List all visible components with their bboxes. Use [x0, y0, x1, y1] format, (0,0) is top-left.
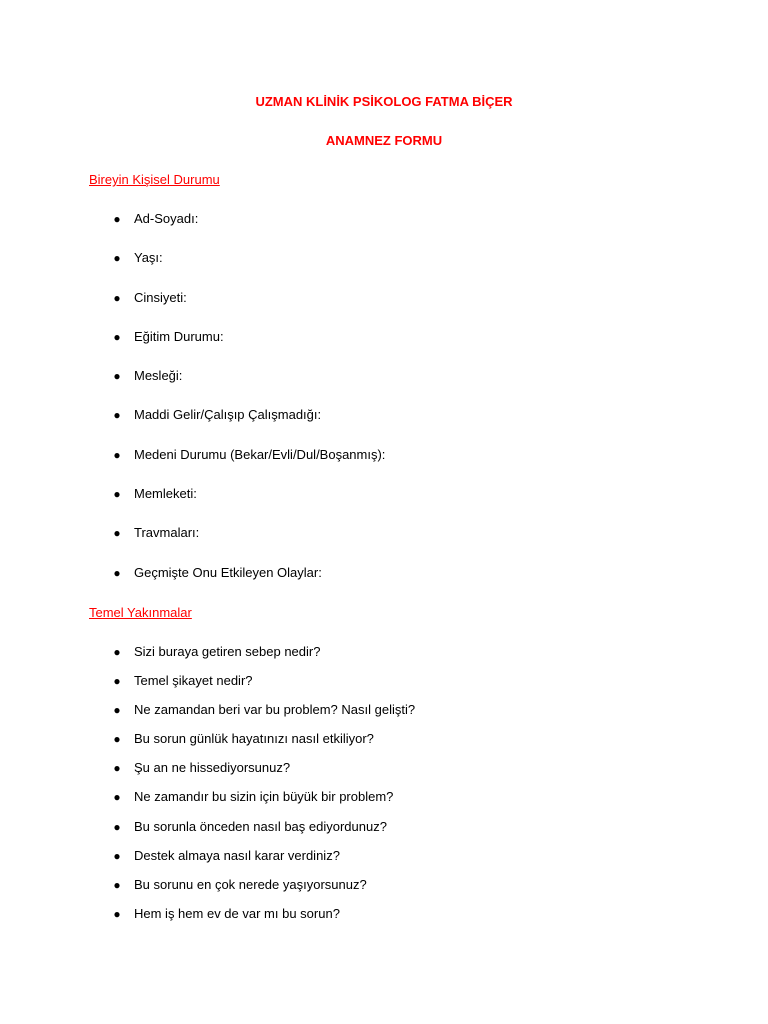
list-item-label: Şu an ne hissediyorsunuz?	[134, 760, 291, 776]
bullet-dot-icon: ●	[113, 877, 121, 892]
list-item-label: Bu sorunu en çok nerede yaşıyorsunuz?	[134, 876, 367, 892]
list-item-label: Memleketi:	[134, 486, 197, 502]
section-heading-personal: Bireyin Kişisel Durumu	[89, 172, 220, 187]
bullet-dot-icon: ●	[113, 408, 121, 423]
list-item-label: Ad-Soyadı:	[134, 211, 199, 226]
list-item	[0, 848, 415, 877]
bullet-dot-icon: ●	[113, 819, 121, 834]
list-item	[0, 290, 385, 329]
bullet-dot-icon: ●	[113, 329, 121, 344]
bullet-dot-icon: ●	[113, 212, 121, 226]
list-item-label: Travmaları:	[134, 525, 200, 541]
bullet-dot-icon: ●	[113, 906, 121, 921]
list-item	[0, 731, 415, 760]
list-item	[0, 486, 385, 525]
bullet-dot-icon: ●	[113, 761, 121, 776]
list-item-label: Medeni Durumu (Bekar/Evli/Dul/Boşanmış):	[134, 446, 386, 462]
list-item-label: Destek almaya nasıl karar verdiniz?	[134, 847, 340, 863]
list-item	[0, 368, 385, 407]
bullet-dot-icon: ●	[113, 447, 121, 462]
list-item	[0, 702, 415, 731]
list-item	[0, 819, 415, 848]
list-item-label: Hem iş hem ev de var mı bu sorun?	[134, 905, 340, 921]
list-item-label: Ne zamandır bu sizin için büyük bir problem?	[134, 789, 394, 805]
list-item-label: Maddi Gelir/Çalışıp Çalışmadığı:	[134, 407, 322, 423]
bullet-dot-icon: ●	[113, 848, 121, 863]
list-item-label: Mesleği:	[134, 368, 183, 384]
section-heading-complaints: Temel Yakınmalar	[89, 605, 192, 620]
list-item-label: Sizi buraya getiren sebep nedir?	[134, 644, 321, 659]
bullet-dot-icon: ●	[113, 487, 121, 502]
list-item	[0, 565, 385, 604]
list-item-label: Temel şikayet nedir?	[134, 673, 253, 689]
bullet-dot-icon: ●	[113, 645, 121, 659]
bullet-dot-icon: ●	[113, 526, 121, 541]
list-item	[0, 525, 385, 564]
list-item-label: Bu sorunla önceden nasıl baş ediyordunuz?	[134, 818, 387, 834]
list-item	[0, 673, 415, 702]
list-item	[0, 407, 385, 446]
bullet-dot-icon: ●	[113, 251, 121, 266]
list-item	[0, 760, 415, 789]
list-item	[0, 211, 385, 250]
list-item-label: Eğitim Durumu:	[134, 328, 224, 344]
list-item	[0, 789, 415, 818]
bullet-dot-icon: ●	[113, 674, 121, 689]
list-item-label: Ne zamandan beri var bu problem? Nasıl gelişti?	[134, 702, 416, 718]
list-item-label: Bu sorun günlük hayatınızı nasıl etkiliyor?	[134, 731, 374, 747]
list-item-label: Cinsiyeti:	[134, 289, 187, 305]
list-item	[0, 329, 385, 368]
document-title: UZMAN KLİNİK PSİKOLOG FATMA BİÇER	[255, 94, 513, 109]
list-item	[0, 250, 385, 289]
bullet-dot-icon: ●	[113, 790, 121, 805]
bullet-dot-icon: ●	[113, 369, 121, 384]
bullet-dot-icon: ●	[113, 703, 121, 718]
list-item	[0, 877, 415, 906]
list-item-label: Geçmişte Onu Etkileyen Olaylar:	[134, 564, 322, 580]
list-item	[0, 644, 415, 673]
bullet-dot-icon: ●	[113, 732, 121, 747]
list-item	[0, 447, 385, 486]
bullet-dot-icon: ●	[113, 565, 121, 580]
list-item-label: Yaşı:	[134, 250, 163, 266]
list-item	[0, 906, 415, 935]
document-subtitle: ANAMNEZ FORMU	[325, 133, 443, 148]
personal-info-list	[0, 211, 385, 604]
complaints-list	[0, 644, 415, 935]
bullet-dot-icon: ●	[113, 290, 121, 305]
